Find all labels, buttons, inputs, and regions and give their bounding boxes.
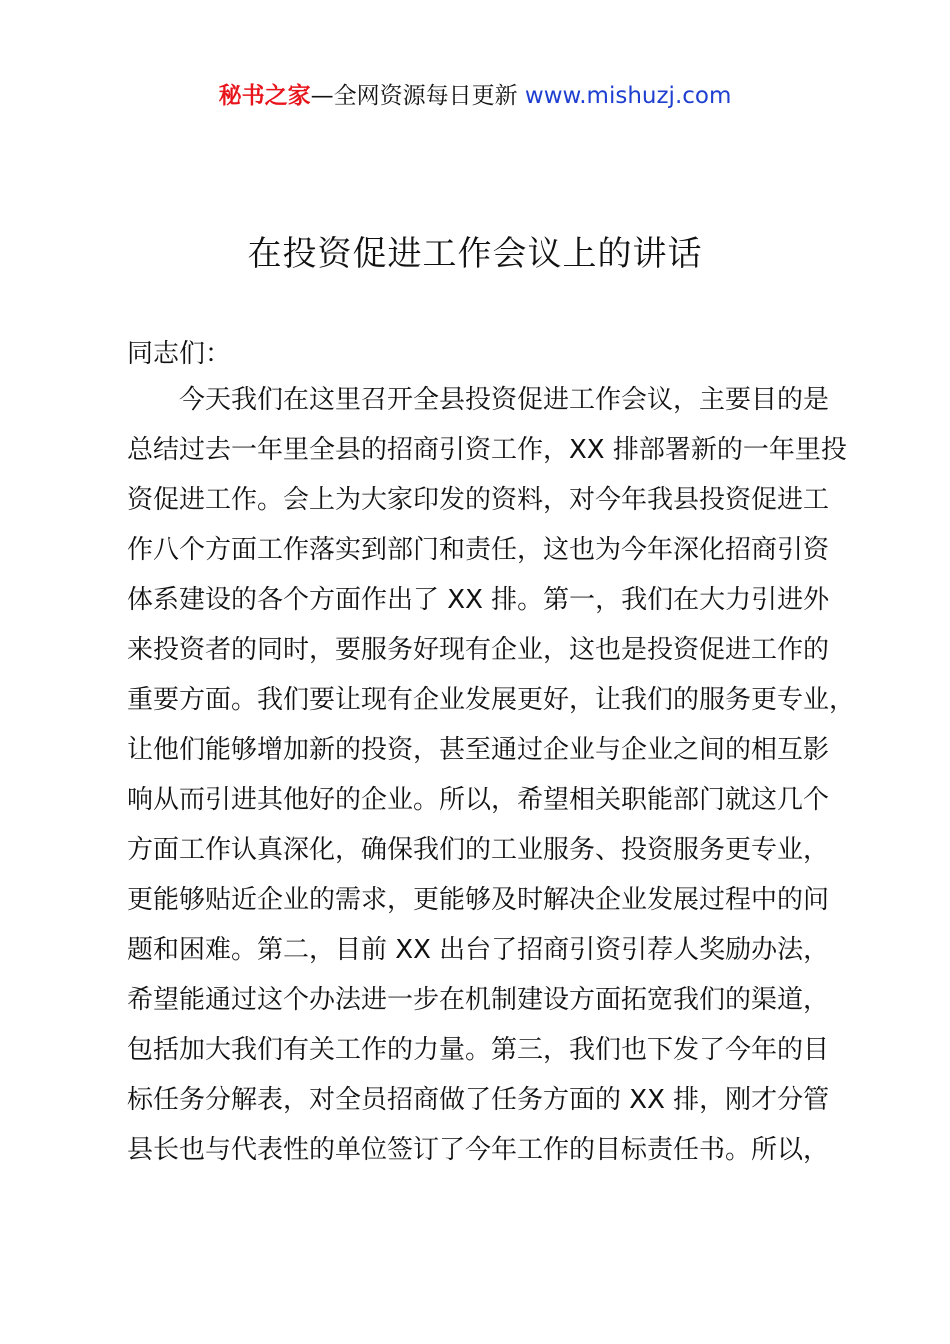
document-body: [127, 380, 867, 1180]
body-line: 方面工作认真深化，确保我们的工业服务、投资服务更专业，: [127, 835, 830, 865]
body-line: 标任务分解表，对全员招商做了任务方面的 XX 排，刚才分管: [127, 1085, 830, 1115]
body-line: 重要方面。我们要让现有企业发展更好，让我们的服务更专业，: [127, 685, 856, 715]
body-line: 响从而引进其他好的企业。所以，希望相关职能部门就这几个: [127, 785, 830, 815]
body-line: 总结过去一年里全县的招商引资工作，XX 排部署新的一年里投: [127, 435, 847, 465]
body-line: 更能够贴近企业的需求，更能够及时解决企业发展过程中的问: [127, 885, 830, 915]
site-url-link[interactable]: www.mishuzj.com: [524, 83, 732, 109]
body-line: 让他们能够增加新的投资，甚至通过企业与企业之间的相互影: [127, 735, 830, 765]
body-line: 县长也与代表性的单位签订了今年工作的目标责任书。所以，: [127, 1135, 830, 1165]
site-header: [0, 78, 950, 114]
site-tagline: —全网资源每日更新: [310, 83, 525, 109]
salutation: 同志们：: [127, 339, 232, 369]
body-line: 题和困难。第二，目前 XX 出台了招商引资引荐人奖励办法，: [127, 935, 830, 965]
body-line: 作八个方面工作落实到部门和责任，这也为今年深化招商引资: [127, 535, 830, 565]
site-brand: 秘书之家: [218, 83, 311, 109]
body-line: 来投资者的同时，要服务好现有企业，这也是投资促进工作的: [127, 635, 830, 665]
body-line: 资促进工作。会上为大家印发的资料，对今年我县投资促进工: [127, 485, 830, 515]
body-line: 今天我们在这里召开全县投资促进工作会议，主要目的是: [179, 385, 830, 415]
document-title: 在投资促进工作会议上的讲话: [247, 234, 703, 274]
body-line: 希望能通过这个办法进一步在机制建设方面拓宽我们的渠道，: [127, 985, 830, 1015]
body-line: 体系建设的各个方面作出了 XX 排。第一，我们在大力引进外: [127, 585, 830, 615]
body-line: 包括加大我们有关工作的力量。第三，我们也下发了今年的目: [127, 1035, 830, 1065]
